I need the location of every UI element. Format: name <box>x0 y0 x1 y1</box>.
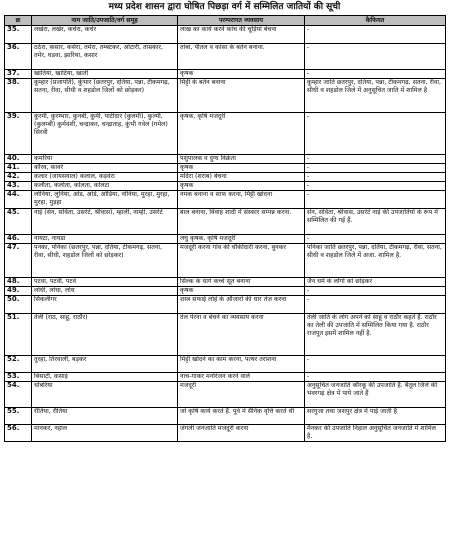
row-serial: 45. <box>5 209 32 235</box>
header-remarks: कैफियत <box>305 16 446 26</box>
row-caste-name: लोनिया, लुनिया, ओड, ओडे, ओडिया, नोनिया, मुरहा, मुरहा, मुरहा, मुड़हा <box>32 191 178 209</box>
table-row <box>5 79 446 113</box>
row-remarks: पनिका जाति छतरपुर, पन्ना, दतिया, टीकमगढ़, रीवा, सतना, सीधी व शहडोल जिले में अजा. शामिल है. <box>305 244 446 278</box>
row-remarks: जैन धर्म के लोगों को छोड़कर <box>305 278 446 287</box>
row-occupation: कृषक <box>178 70 305 79</box>
table-row <box>5 425 446 442</box>
row-serial: 52. <box>5 356 32 373</box>
row-caste-name: खातिया, खाटिया, खाती <box>32 70 178 79</box>
row-caste-name: ठठेरा, कसार, कसेरा, तमेरा, तम्बटकर, ओटारी, ताम्रकार, तमेर, घडवा, झारिया, कसार <box>32 44 178 70</box>
table-row <box>5 408 446 425</box>
row-occupation: जो कृषि कार्य करते हैं. पूर्व में सैनिक वृत्ति करते थीं <box>178 408 305 425</box>
row-remarks: - <box>305 173 446 182</box>
table-row <box>5 278 446 287</box>
row-remarks: - <box>305 182 446 191</box>
table-row <box>5 191 446 209</box>
row-caste-name: लखेरा, लखेर, कचेरा, कचेर <box>32 26 178 44</box>
row-remarks: कुम्हार जाति छतरपुर, दतिया, पन्ना, टीकमगढ़, सतना, रीवा, सीधी व शहडोल जिले में अनुसूचित जाति में शामिल है <box>305 79 446 113</box>
table-row <box>5 356 446 373</box>
row-occupation: तेल पेरना व बेचने का व्यवसाय करना <box>178 314 305 356</box>
row-occupation: मजदूरी करना गांव की चौकीदारी करना, बुनकर <box>178 244 305 278</box>
table-row <box>5 182 446 191</box>
row-serial: 49. <box>5 287 32 296</box>
row-remarks: - <box>305 356 446 373</box>
row-occupation: लाख का कार्य करने कांच की चूड़ियां बेचना <box>178 26 305 44</box>
row-serial: 35. <box>5 26 32 44</box>
row-occupation: मदिरा (शराब) बेचना <box>178 173 305 182</box>
row-caste-name: कलौता, कलोता, कोलता, कोलटा <box>32 182 178 191</box>
table-header-row <box>5 16 446 26</box>
table-row <box>5 314 446 356</box>
row-occupation: लघु कृषक, कृषि मजदूरी <box>178 235 305 244</box>
row-occupation: बाल बनाना, विवाह शादी में संस्कार सम्पन्न करना. <box>178 209 305 235</box>
row-caste-name: रौतिया, रौतिया <box>32 408 178 425</box>
page-title: मध्य प्रदेश शासन द्वारा घोषित पिछड़ा वर्ग में सम्मिलित जातियों की सूची <box>108 2 341 12</box>
row-caste-name: पनका, पनिका (छतरपुर, पन्ना, दतिया, टीकमगढ़, सतना, रीवा, सीधी, शहडोल जिलों को छोड़कर) <box>32 244 178 278</box>
row-caste-name: कमरिया <box>32 155 178 164</box>
row-serial: 41. <box>5 164 32 173</box>
row-remarks: मैनकर की उपजाति निहाल अनुसूचित जनजाति में शामिल है. <box>305 425 446 442</box>
table-row <box>5 155 446 164</box>
table-row <box>5 113 446 155</box>
row-serial: 56. <box>5 425 32 442</box>
row-serial: 38. <box>5 79 32 113</box>
row-occupation: नाच-गाकर मनोरंजन करने वाले <box>178 373 305 382</box>
row-occupation: जंगली जनजाति मजदूरी करना <box>178 425 305 442</box>
row-serial: 42. <box>5 173 32 182</box>
row-serial: 55. <box>5 408 32 425</box>
row-caste-name: पटवा, पटवी, पटवे <box>32 278 178 287</box>
table-row <box>5 173 446 182</box>
table-row <box>5 209 446 235</box>
row-remarks: - <box>305 373 446 382</box>
row-caste-name: तुरहा, तिरवाली, बड़कर <box>32 356 178 373</box>
row-serial: 50. <box>5 296 32 314</box>
row-occupation: मिट्टी के बर्तन बनाना <box>178 79 305 113</box>
row-caste-name: नाई (सेन, सविता, उसरेटे, श्रीवास), म्हाली, नाम्ही, उसरेटे <box>32 209 178 235</box>
row-serial: 36. <box>5 44 32 70</box>
row-occupation: कृषक <box>178 182 305 191</box>
row-caste-name: कुरमी, कुरम्भार, कुनबी, कुर्मी, पाटीदार (कुलमी), कुल्मी, (कुलम्बी) कुर्मवंशी, चन्द्राकर, चन्द्राताह, कुंभी गवेल (गमेल) सिरवी <box>32 113 178 155</box>
table-row <box>5 244 446 278</box>
row-remarks: - <box>305 113 446 155</box>
row-serial: 47. <box>5 244 32 278</box>
row-remarks: - <box>305 26 446 44</box>
row-caste-name: लोधी, लोधा, लोध <box>32 287 178 296</box>
row-serial: 51. <box>5 314 32 356</box>
row-remarks: सरगुजा तथा जशपुर क्षेत्र में पाई जाती है <box>305 408 446 425</box>
row-remarks: अनुसूचित जनजाति कौरकू की उपजाति है. बैतूल जिले की भंवरगढ़ क्षेत्र में पाये जाते हैं <box>305 382 446 408</box>
row-caste-name: बिसाटी, कसाई <box>32 373 178 382</box>
row-caste-name: धोबरिया <box>32 382 178 408</box>
row-remarks: तेली जाति के लोग अपने को साहू व राठौर कहते हैं. राठौर का तेली की उपजाति में सम्मिलित किया गया है. राठौर राजपूत इसमें शामिल नहीं है. <box>305 314 446 356</box>
row-remarks: - <box>305 296 446 314</box>
row-remarks: - <box>305 164 446 173</box>
row-serial: 39. <box>5 113 32 155</box>
row-caste-name: नायटा, नायडा <box>32 235 178 244</box>
row-serial: 54. <box>5 382 32 408</box>
row-serial: 43. <box>5 182 32 191</box>
header-serial: क्र <box>5 16 32 26</box>
row-occupation: कृषक <box>178 287 305 296</box>
row-remarks: सेन, सविता, श्रीवास, उसरेटे नाई की उपजातियों के रूप में सम्मिलित की गई हैं. <box>305 209 446 235</box>
row-occupation: सिल्क के धागे कच्चे सूत बनाना <box>178 278 305 287</box>
row-caste-name: कलार (जायसवाल) कलाल, कड़वेरा <box>32 173 178 182</box>
row-occupation: तांबा, पीतल व कांसा के बर्तन बनाना. <box>178 44 305 70</box>
row-occupation: पशुपालक व दुग्ध विक्रेता <box>178 155 305 164</box>
row-caste-name: सिकलीगर <box>32 296 178 314</box>
row-serial: 53. <box>5 373 32 382</box>
table-row <box>5 382 446 408</box>
row-serial: 40. <box>5 155 32 164</box>
row-caste-name: तेली (राठ, साहू, राठौर) <box>32 314 178 356</box>
row-serial: 44. <box>5 191 32 209</box>
row-occupation: कृषक, कृषि मजदूरी <box>178 113 305 155</box>
header-name: नाम जाति/उपजाति/वर्ग समूह <box>32 16 178 26</box>
table-row <box>5 44 446 70</box>
caste-list-table <box>4 15 446 442</box>
row-occupation: शस्त्र सफाई लोहे के औजारों की धार तेज करना <box>178 296 305 314</box>
table-row <box>5 164 446 173</box>
row-remarks: - <box>305 155 446 164</box>
row-remarks: - <box>305 287 446 296</box>
table-row <box>5 287 446 296</box>
table-row <box>5 70 446 79</box>
table-row <box>5 373 446 382</box>
row-remarks: - <box>305 70 446 79</box>
row-caste-name: कुम्हार (प्रजापति), कुंभार (छतरपुर, दतिया, पन्ना, टीकमगढ़, सतना, रीवा, सीधी व शहडोल जिलों को छोड़कर) <box>32 79 178 113</box>
row-caste-name: मानकर, नहाल <box>32 425 178 442</box>
row-remarks: - <box>305 235 446 244</box>
table-row <box>5 26 446 44</box>
row-occupation: मिट्टी खोदने का काम करना, पत्थर तराशना <box>178 356 305 373</box>
row-remarks: - <box>305 191 446 209</box>
row-serial: 37. <box>5 70 32 79</box>
row-occupation: मजदूरी <box>178 382 305 408</box>
row-occupation: कृषक <box>178 164 305 173</box>
row-serial: 46. <box>5 235 32 244</box>
table-row <box>5 235 446 244</box>
row-occupation: नमक बनाना व साफ करना, मिट्टी खोदना <box>178 191 305 209</box>
row-caste-name: कौरव, कावरे <box>32 164 178 173</box>
header-occupation: परम्परागत व्यवसाय <box>178 16 305 26</box>
row-remarks: - <box>305 44 446 70</box>
table-row <box>5 296 446 314</box>
row-serial: 48. <box>5 278 32 287</box>
